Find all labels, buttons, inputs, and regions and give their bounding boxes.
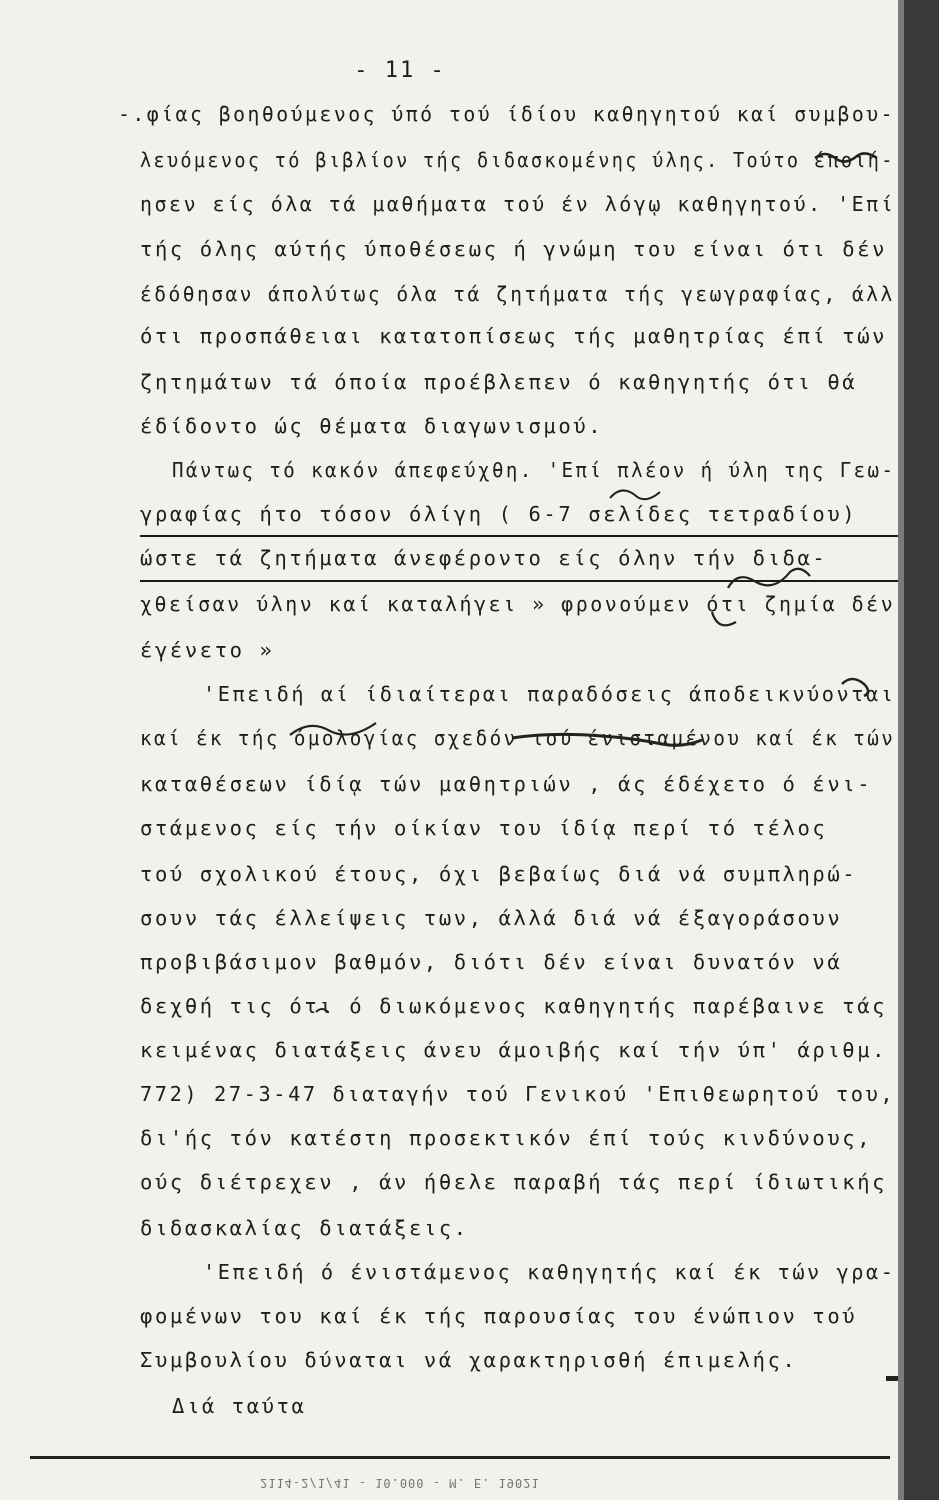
text-line: ότι προσπάθειαι κατατοπίσεως τής μαθητρίας έπί τών xyxy=(140,324,888,348)
text-line: -.φίας βοηθούμενος ύπό τού ίδίου καθηγητού καί συμβου- xyxy=(118,102,896,126)
text-line: ζητημάτων τά όποία προέβλεπεν ό καθηγητής ότι θά xyxy=(140,370,858,394)
text-line: Πάντως τό κακόν άπεφεύχθη. 'Επί πλέον ή ύλη της Γεω- xyxy=(172,458,896,482)
text-line: ησεν είς όλα τά μαθήματα τού έν λόγῳ καθηγητού. 'Επί xyxy=(140,192,896,216)
page-number: - 11 - xyxy=(354,58,446,83)
text-line: δι'ής τόν κατέστη προσεκτικόν έπί τούς κινδύνους, xyxy=(140,1126,873,1150)
text-line: δεχθή τις ότι ό διωκόμενος καθηγητής παρέβαινε τάς xyxy=(140,994,888,1018)
text-line: έδίδοντο ώς θέματα διαγωνισμού. xyxy=(140,414,604,438)
text-line: διδασκαλίας διατάξεις. xyxy=(140,1216,469,1240)
text-line: τού σχολικού έτους, όχι βεβαίως διά νά συμπληρώ- xyxy=(140,862,858,886)
underline-rule-2 xyxy=(140,580,900,582)
text-line: καταθέσεων ίδίᾳ τών μαθητριών , άς έδέχετο ό ένι- xyxy=(140,772,873,796)
text-line: έδόθησαν άπολύτως όλα τά ζητήματα τής γεωγραφίας, άλλ xyxy=(140,282,895,306)
text-line: Διά ταύτα xyxy=(172,1394,307,1418)
text-line: 'Επειδή αί ίδιαίτεραι παραδόσεις άποδεικνύονται xyxy=(203,682,896,706)
text-line: ώστε τά ζητήματα άνεφέροντο είς όλην τήν διδα- xyxy=(140,546,828,570)
text-line: σουν τάς έλλείψεις των, άλλά διά νά έξαγοράσουν xyxy=(140,906,843,930)
scan-border xyxy=(904,0,939,1500)
text-line: φομένων του καί έκ τής παρουσίας του ένώπιον τού xyxy=(140,1304,858,1328)
footer-print-code: 2114-2/1/41 - 10.000 - Μ. Ε. 19021 xyxy=(260,1476,540,1490)
text-line: Συμβουλίου δύναται νά χαρακτηρισθή έπιμελής. xyxy=(140,1348,798,1372)
text-line: καί έκ τής όμολογίας σχεδόν τού ένισταμένου καί έκ τών xyxy=(140,726,896,750)
text-line: τής όλης αύτής ύποθέσεως ή γνώμη του είναι ότι δέν xyxy=(140,237,888,261)
text-line: ούς διέτρεχεν , άν ήθελε παραβή τάς περί ίδιωτικής xyxy=(140,1170,888,1194)
text-line: έγένετο » xyxy=(140,638,275,662)
text-line: 772) 27-3-47 διαταγήν τού Γενικού 'Επιθεωρητού του, xyxy=(140,1082,896,1106)
text-line: γραφίας ήτο τόσον όλίγη ( 6-7 σελίδες τετραδίου) xyxy=(140,502,858,526)
bottom-rule xyxy=(30,1456,890,1459)
text-line: κειμένας διατάξεις άνευ άμοιβής καί τήν ύπ' άριθμ. xyxy=(140,1038,888,1062)
underline-rule-1 xyxy=(140,535,900,537)
text-line: στάμενος είς τήν οίκίαν του ίδίᾳ περί τό τέλος xyxy=(140,816,828,840)
text-line: χθείσαν ύλην καί καταλήγει » φρονούμεν ότι ζημία δέν xyxy=(140,592,896,616)
text-line: προβιβάσιμον βαθμόν, διότι δέν είναι δυνατόν νά xyxy=(140,950,843,974)
text-line: 'Επειδή ό ένιστάμενος καθηγητής καί έκ τών γρα- xyxy=(203,1260,896,1284)
text-line: λευόμενος τό βιβλίον τής διδασκομένης ύλης. Τούτο έποιή- xyxy=(140,148,895,172)
